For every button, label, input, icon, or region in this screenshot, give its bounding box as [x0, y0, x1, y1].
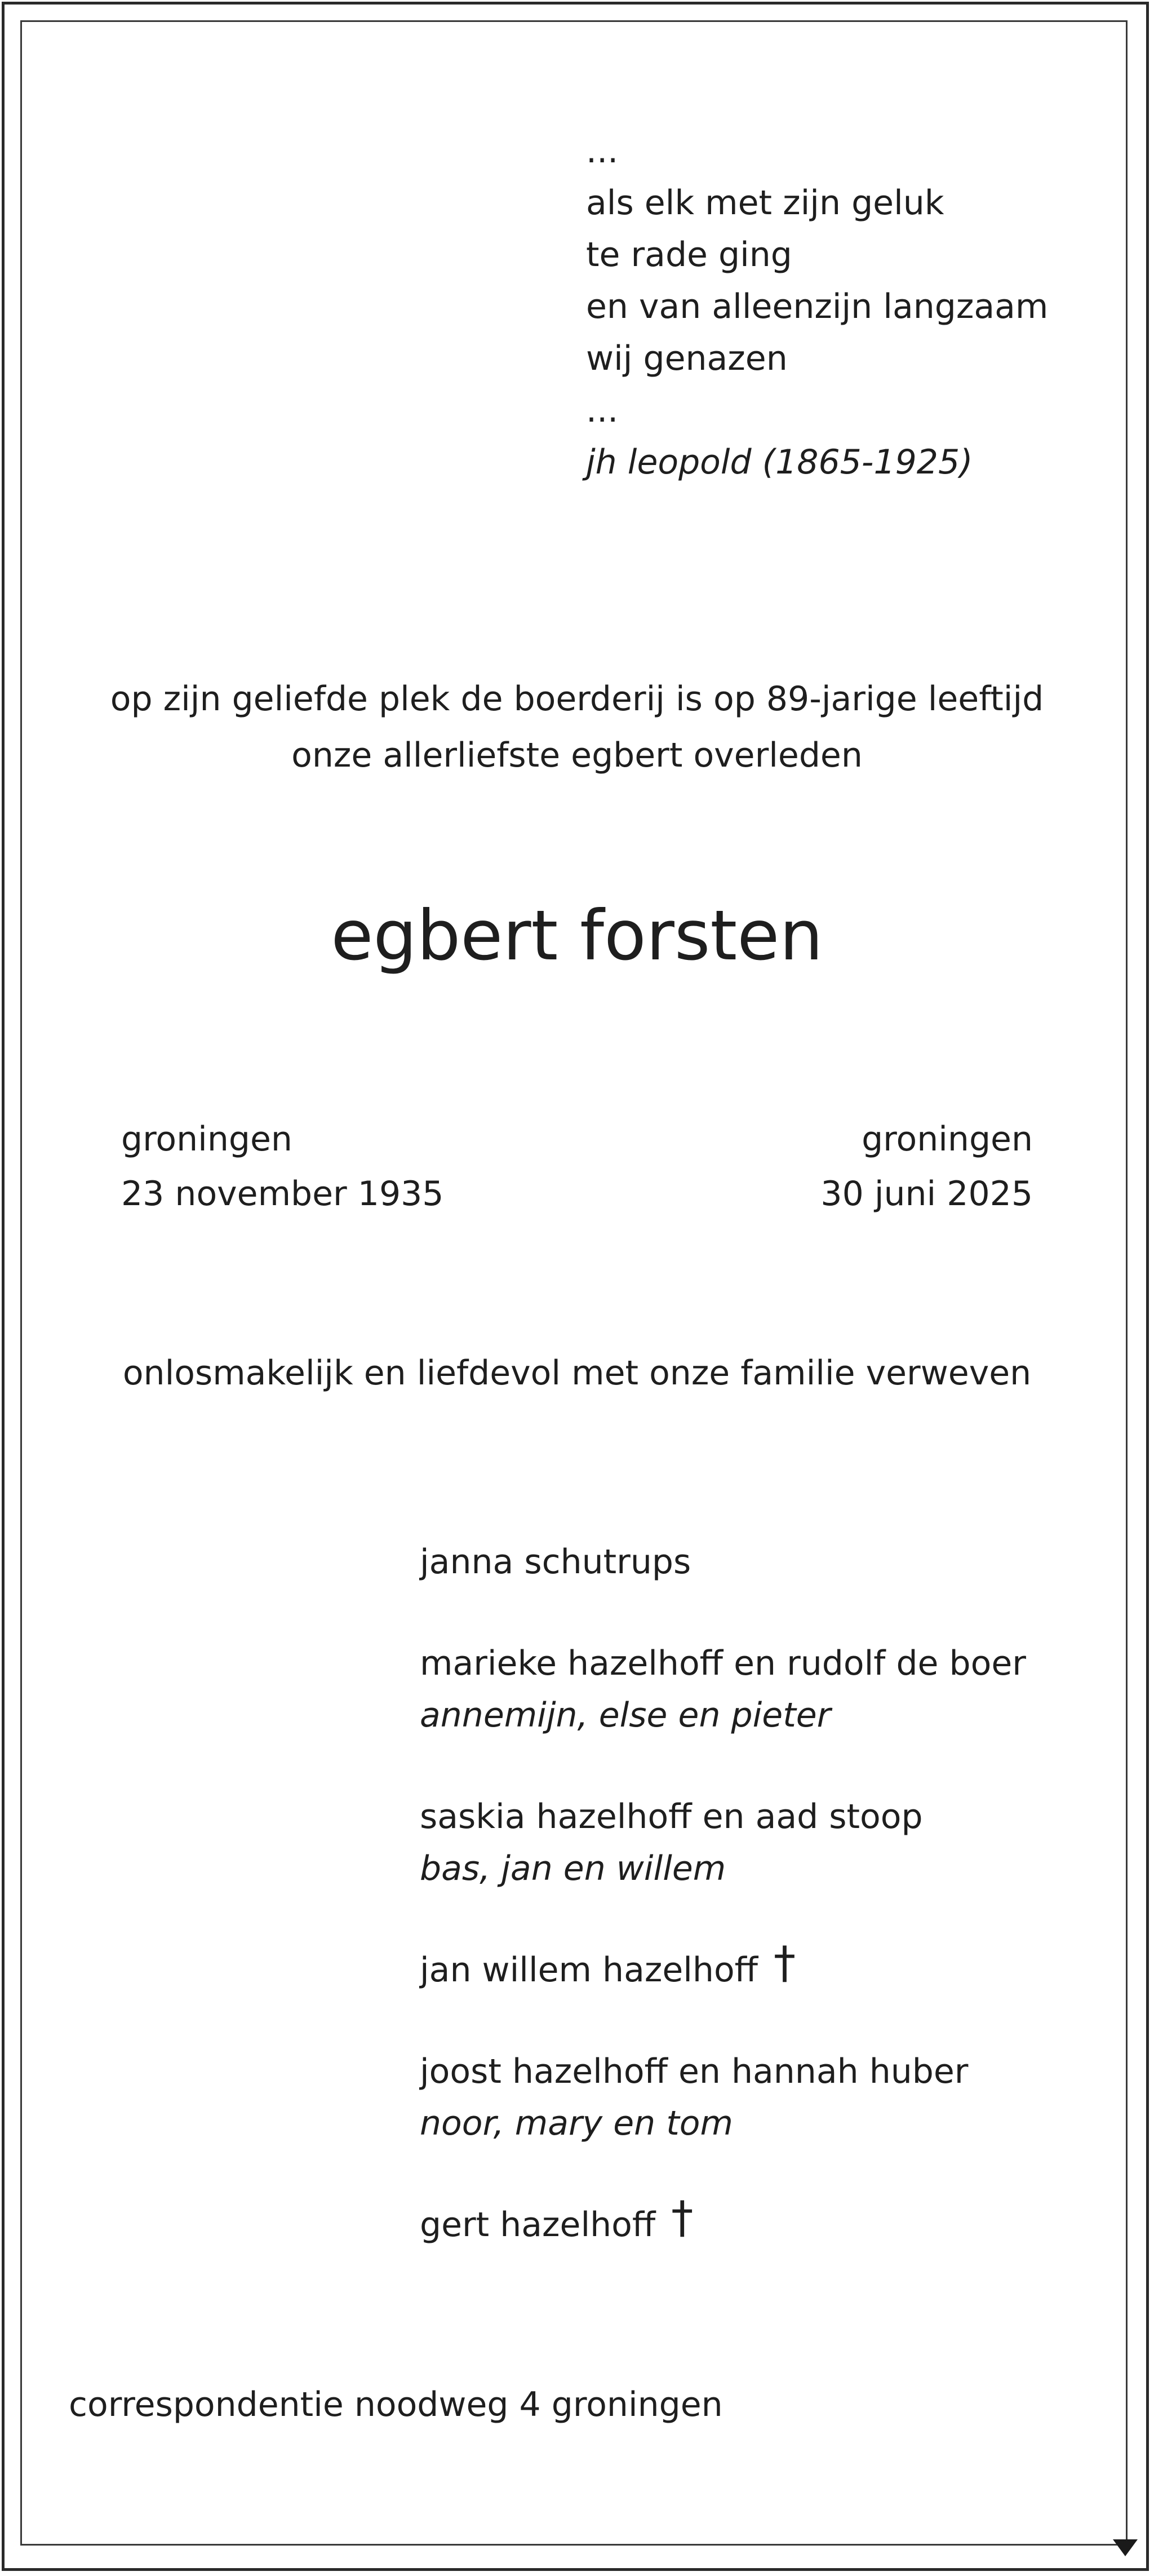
- death-date: 30 juni 2025: [820, 1174, 1033, 1214]
- family-entry: [420, 1938, 1026, 1996]
- poem-line: te rade ging: [586, 235, 792, 275]
- family-names-row: [420, 2193, 1026, 2251]
- birth-place: groningen: [121, 1119, 292, 1159]
- poem-line: wij genazen: [586, 339, 788, 378]
- tagline: onlosmakelijk en liefdevol met onze familie verweven: [122, 1353, 1032, 1393]
- scroll-down-arrow-icon[interactable]: [1113, 2539, 1138, 2556]
- correspondence-address: correspondentie noodweg 4 groningen: [69, 2385, 723, 2424]
- family-entry: [420, 1637, 1026, 1741]
- death-place: groningen: [862, 1119, 1033, 1159]
- poem: [586, 125, 1048, 488]
- family-entry: [420, 1536, 1026, 1588]
- poem-line: en van alleenzijn langzaam: [586, 287, 1049, 326]
- intro-line-2: onze allerliefste egbert overleden: [291, 736, 863, 775]
- announcement-intro: [0, 671, 1154, 784]
- family-entry: [420, 2193, 1026, 2251]
- family-children: annemijn, else en pieter: [420, 1696, 831, 1735]
- family-entry: [420, 2046, 1026, 2149]
- family-names: marieke hazelhoff en rudolf de boer: [420, 1644, 1026, 1683]
- deceased-name: egbert forsten: [331, 896, 823, 976]
- birth-date: 23 november 1935: [121, 1174, 444, 1214]
- family-names: gert hazelhoff: [420, 2205, 656, 2245]
- cross-icon: †: [774, 1938, 796, 1989]
- poem-attribution: jh leopold (1865-1925): [586, 442, 973, 482]
- cross-icon: †: [671, 2193, 694, 2243]
- family-entry: [420, 1791, 1026, 1895]
- family-names-row: [420, 1938, 1026, 1996]
- poem-line: als elk met zijn geluk: [586, 183, 944, 223]
- family-names: saskia hazelhoff en aad stoop: [420, 1797, 923, 1836]
- family-names: janna schutrups: [420, 1542, 691, 1582]
- family-children: bas, jan en willem: [420, 1849, 726, 1888]
- family-children: noor, mary en tom: [420, 2104, 733, 2143]
- intro-line-1: op zijn geliefde plek de boerderij is op 89-jarige leeftijd: [110, 679, 1044, 719]
- family-names: joost hazelhoff en hannah huber: [420, 2052, 969, 2091]
- family-list: [420, 1536, 1026, 2300]
- poem-line: ...: [586, 131, 619, 171]
- poem-line: ...: [586, 391, 619, 430]
- family-names: jan willem hazelhoff: [420, 1950, 758, 1990]
